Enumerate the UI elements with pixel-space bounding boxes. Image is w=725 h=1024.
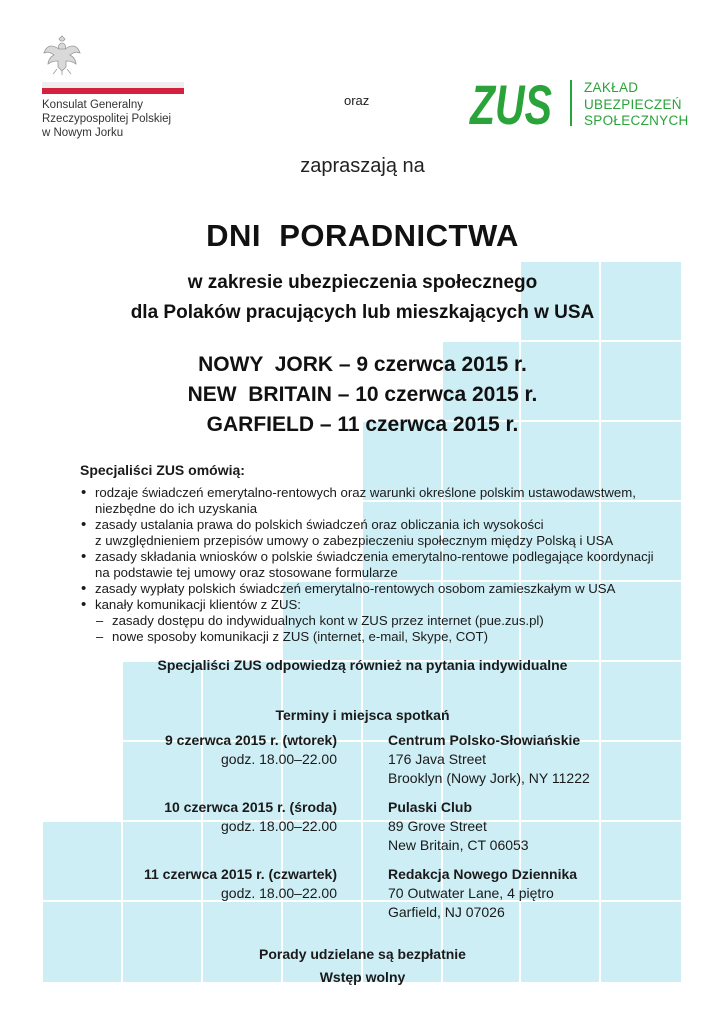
meeting-date-label: 10 czerwca 2015 r. (środa) (164, 799, 337, 815)
venue-address: 70 Outwater Lane, 4 piętro (388, 885, 554, 901)
topic-item-continuation: z uwzględnieniem przepisów umowy o zabezpieczeniu społecznym między Polską i USA (95, 533, 614, 548)
consulate-name (42, 98, 171, 140)
schedule-heading: Terminy i miejsca spotkań (275, 707, 450, 723)
consulate-line: Konsulat Generalny (42, 99, 144, 111)
venue-name: Centrum Polsko-Słowiańskie (388, 732, 581, 748)
consulate-line: Rzeczypospolitej Polskiej (42, 113, 172, 125)
topic-subitem: – nowe sposoby komunikacji z ZUS (internet, e-mail, Skype, COT) (80, 629, 680, 645)
zus-logo-text: ZUS (468, 73, 552, 136)
meeting-venue (388, 865, 577, 922)
venue-address: Brooklyn (Nowy Jork), NY 11222 (388, 770, 590, 786)
venue-address: 89 Grove Street (388, 818, 487, 834)
zus-full-name (584, 80, 689, 130)
zus-divider (570, 80, 572, 126)
topics-heading: Specjaliści ZUS omówią: (80, 462, 245, 478)
conjunction-text: oraz (344, 93, 370, 108)
zus-name-line: SPOŁECZNYCH (584, 113, 689, 128)
topic-item: • zasady wypłaty polskich świadczeń emerytalno-rentowych osobom zamieszkałym w USA (80, 581, 680, 597)
meeting-date (144, 865, 337, 903)
zus-name-line: ZAKŁAD (584, 80, 639, 95)
meeting-venue (388, 731, 590, 788)
meeting-hours: godz. 18.00–22.00 (221, 751, 337, 767)
meeting-date-label: 9 czerwca 2015 r. (wtorek) (165, 732, 337, 748)
consulate-line: w Nowym Jorku (42, 127, 124, 139)
venue-name: Pulaski Club (388, 799, 473, 815)
invite-text: zapraszają na (300, 155, 425, 177)
free-advice-note: Porady udzielane są bezpłatnie (259, 946, 466, 962)
meeting-venue (388, 798, 529, 855)
topic-item: • zasady składania wniosków o polskie świadczenia emerytalno-rentowe podlegające koordynacji (80, 549, 680, 565)
zus-logo (468, 73, 554, 136)
subtitle-line: dla Polaków pracujących lub mieszkających w USA (130, 302, 595, 323)
meeting-hours: godz. 18.00–22.00 (221, 885, 337, 901)
event-date-line: GARFIELD – 11 czerwca 2015 r. (206, 413, 519, 436)
flag-stripe-red (42, 88, 184, 94)
subtitle-line: w zakresie ubezpieczenia społecznego (187, 272, 538, 293)
venue-address: 176 Java Street (388, 751, 487, 767)
topics-list (80, 485, 680, 645)
zus-name-line: UBEZPIECZEŃ (584, 96, 682, 112)
meeting-date-label: 11 czerwca 2015 r. (czwartek) (143, 866, 337, 882)
meeting-hours: godz. 18.00–22.00 (221, 818, 337, 834)
topic-subitem: – zasady dostępu do indywidualnych kont w ZUS przez internet (pue.zus.pl) (80, 613, 680, 629)
meeting-date (164, 798, 337, 836)
topic-item-continuation: na podstawie tej umowy oraz stosowane formularze (95, 565, 398, 580)
venue-address: Garfield, NJ 07026 (388, 904, 505, 920)
topic-item: • zasady ustalania prawa do polskich świadczeń oraz obliczania ich wysokości (80, 517, 680, 533)
venue-address: New Britain, CT 06053 (388, 837, 529, 853)
topic-item-continuation: niezbędne do ich uzyskania (95, 501, 258, 516)
meeting-date (165, 731, 337, 769)
page-title: DNI PORADNICTWA (206, 218, 519, 253)
venue-name: Redakcja Nowego Dziennika (388, 866, 578, 882)
event-date-line: NOWY JORK – 9 czerwca 2015 r. (198, 353, 527, 376)
topic-item: • kanały komunikacji klientów z ZUS: (80, 597, 680, 613)
polish-eagle-icon (42, 33, 82, 77)
event-date-line: NEW BRITAIN – 10 czerwca 2015 r. (187, 383, 538, 406)
topic-item: • rodzaje świadczeń emerytalno-rentowych oraz warunki określone polskim ustawodawstwem, (80, 485, 680, 501)
free-entry-note: Wstęp wolny (319, 969, 406, 985)
individual-questions-note: Specjaliści ZUS odpowiedzą również na pytania indywidualne (157, 657, 568, 673)
